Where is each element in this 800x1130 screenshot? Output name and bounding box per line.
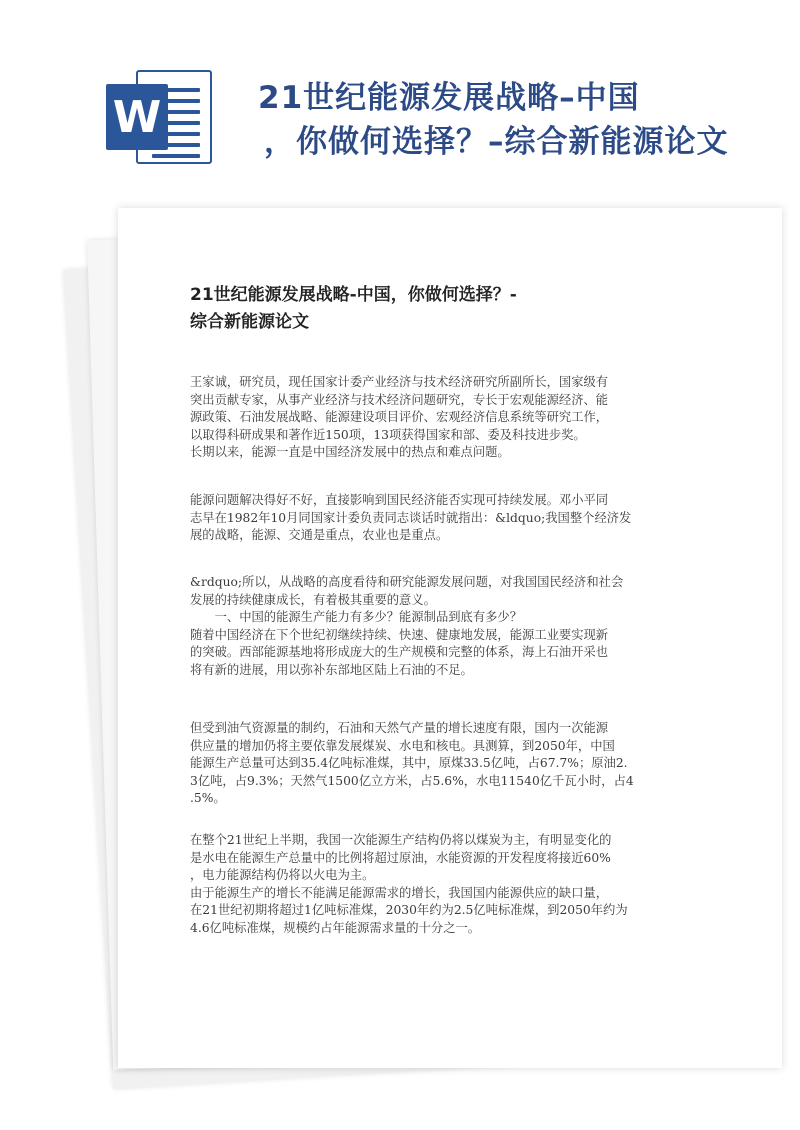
text-line: 由于能源生产的增长不能满足能源需求的增长，我国国内能源供应的缺口量，: [190, 885, 609, 900]
text-line: 能源问题解决得好不好，直接影响到国民经济能否实现可持续发展。邓小平同: [190, 493, 609, 507]
text-line: 能源生产总量可达到35.4亿吨标准煤，其中，原煤33.5亿吨，占67.7%；原油2.: [190, 756, 628, 771]
paragraph-energy-issue: [190, 492, 670, 545]
text-line: 长期以来，能源一直是中国经济发展中的热点和难点问题。: [190, 445, 510, 460]
paragraph-author: [190, 374, 670, 462]
text-line: 展的战略，能源、交通是重点，农业也是重点。: [190, 528, 449, 543]
text-line: 但受到油气资源量的制约，石油和天然气产量的增长速度有限，国内一次能源: [190, 721, 609, 735]
document-title-line2: 综合新能源论文: [190, 312, 309, 332]
paragraph-production: [190, 720, 670, 808]
text-line: 4.6亿吨标准煤，规模约占年能源需求量的十分之一。: [190, 920, 481, 935]
text-line: 3亿吨，占9.3%；天然气1500亿立方米，占5.6%，水电11540亿千瓦小时，占4: [190, 773, 634, 788]
text-line: .5%。: [190, 791, 226, 806]
text-line: 以取得科研成果和著作近150项，13项获得国家和部、委及科技进步奖。: [190, 427, 586, 442]
document-title-line1: 21世纪能源发展战略-中国，你做何选择？-: [190, 285, 517, 305]
text-line: 是水电在能源生产总量中的比例将超过原油，水能资源的开发程度将接近60%: [190, 850, 611, 865]
text-line: 突出贡献专家，从事产业经济与技术经济问题研究，专长于宏观能源经济、能: [190, 392, 609, 407]
header-title-line2: ，你做何选择？–综合新能源论文: [264, 124, 729, 160]
header-title: [258, 76, 778, 164]
text-line: 志早在1982年10月同国家计委负责同志谈话时就指出：&ldquo;我国整个经济发: [190, 510, 632, 525]
paragraph-structure: [190, 832, 670, 938]
text-line: ，电力能源结构仍将以火电为主。: [190, 868, 375, 883]
text-line: 发展的持续健康成长，有着极其重要的意义。: [190, 592, 436, 607]
document-page: [118, 208, 782, 1068]
text-line: 的突破。西部能源基地将形成庞大的生产规模和完整的体系，海上石油开采也: [190, 645, 609, 660]
section-heading: 一、中国的能源生产能力有多少？能源制品到底有多少？: [214, 610, 523, 625]
word-icon-letter: W: [106, 84, 168, 150]
text-line: 在21世纪初期将超过1亿吨标准煤，2030年约为2.5亿吨标准煤，到2050年约为: [190, 903, 628, 918]
text-line: 王家诚，研究员，现任国家计委产业经济与技术经济研究所副所长，国家级有: [190, 375, 609, 389]
paragraph-strategy: [190, 574, 670, 680]
text-line: 供应量的增加仍将主要依靠发展煤炭、水电和核电。具测算，到2050年，中国: [190, 738, 615, 753]
text-line: 在整个21世纪上半期，我国一次能源生产结构仍将以煤炭为主，有明显变化的: [190, 833, 612, 847]
text-line: 将有新的进展，用以弥补东部地区陆上石油的不足。: [190, 662, 473, 677]
text-line: &rdquo;所以，从战略的高度看待和研究能源发展问题，对我国国民经济和社会: [190, 575, 624, 589]
text-line: 随着中国经济在下个世纪初继续持续、快速、健康地发展，能源工业要实现新: [190, 627, 609, 642]
document-title: [190, 282, 730, 336]
text-line: 源政策、石油发展战略、能源建设项目评价、宏观经济信息系统等研究工作，: [190, 410, 609, 425]
header-title-line1: 21世纪能源发展战略–中国: [258, 80, 640, 116]
word-icon: [106, 70, 212, 164]
